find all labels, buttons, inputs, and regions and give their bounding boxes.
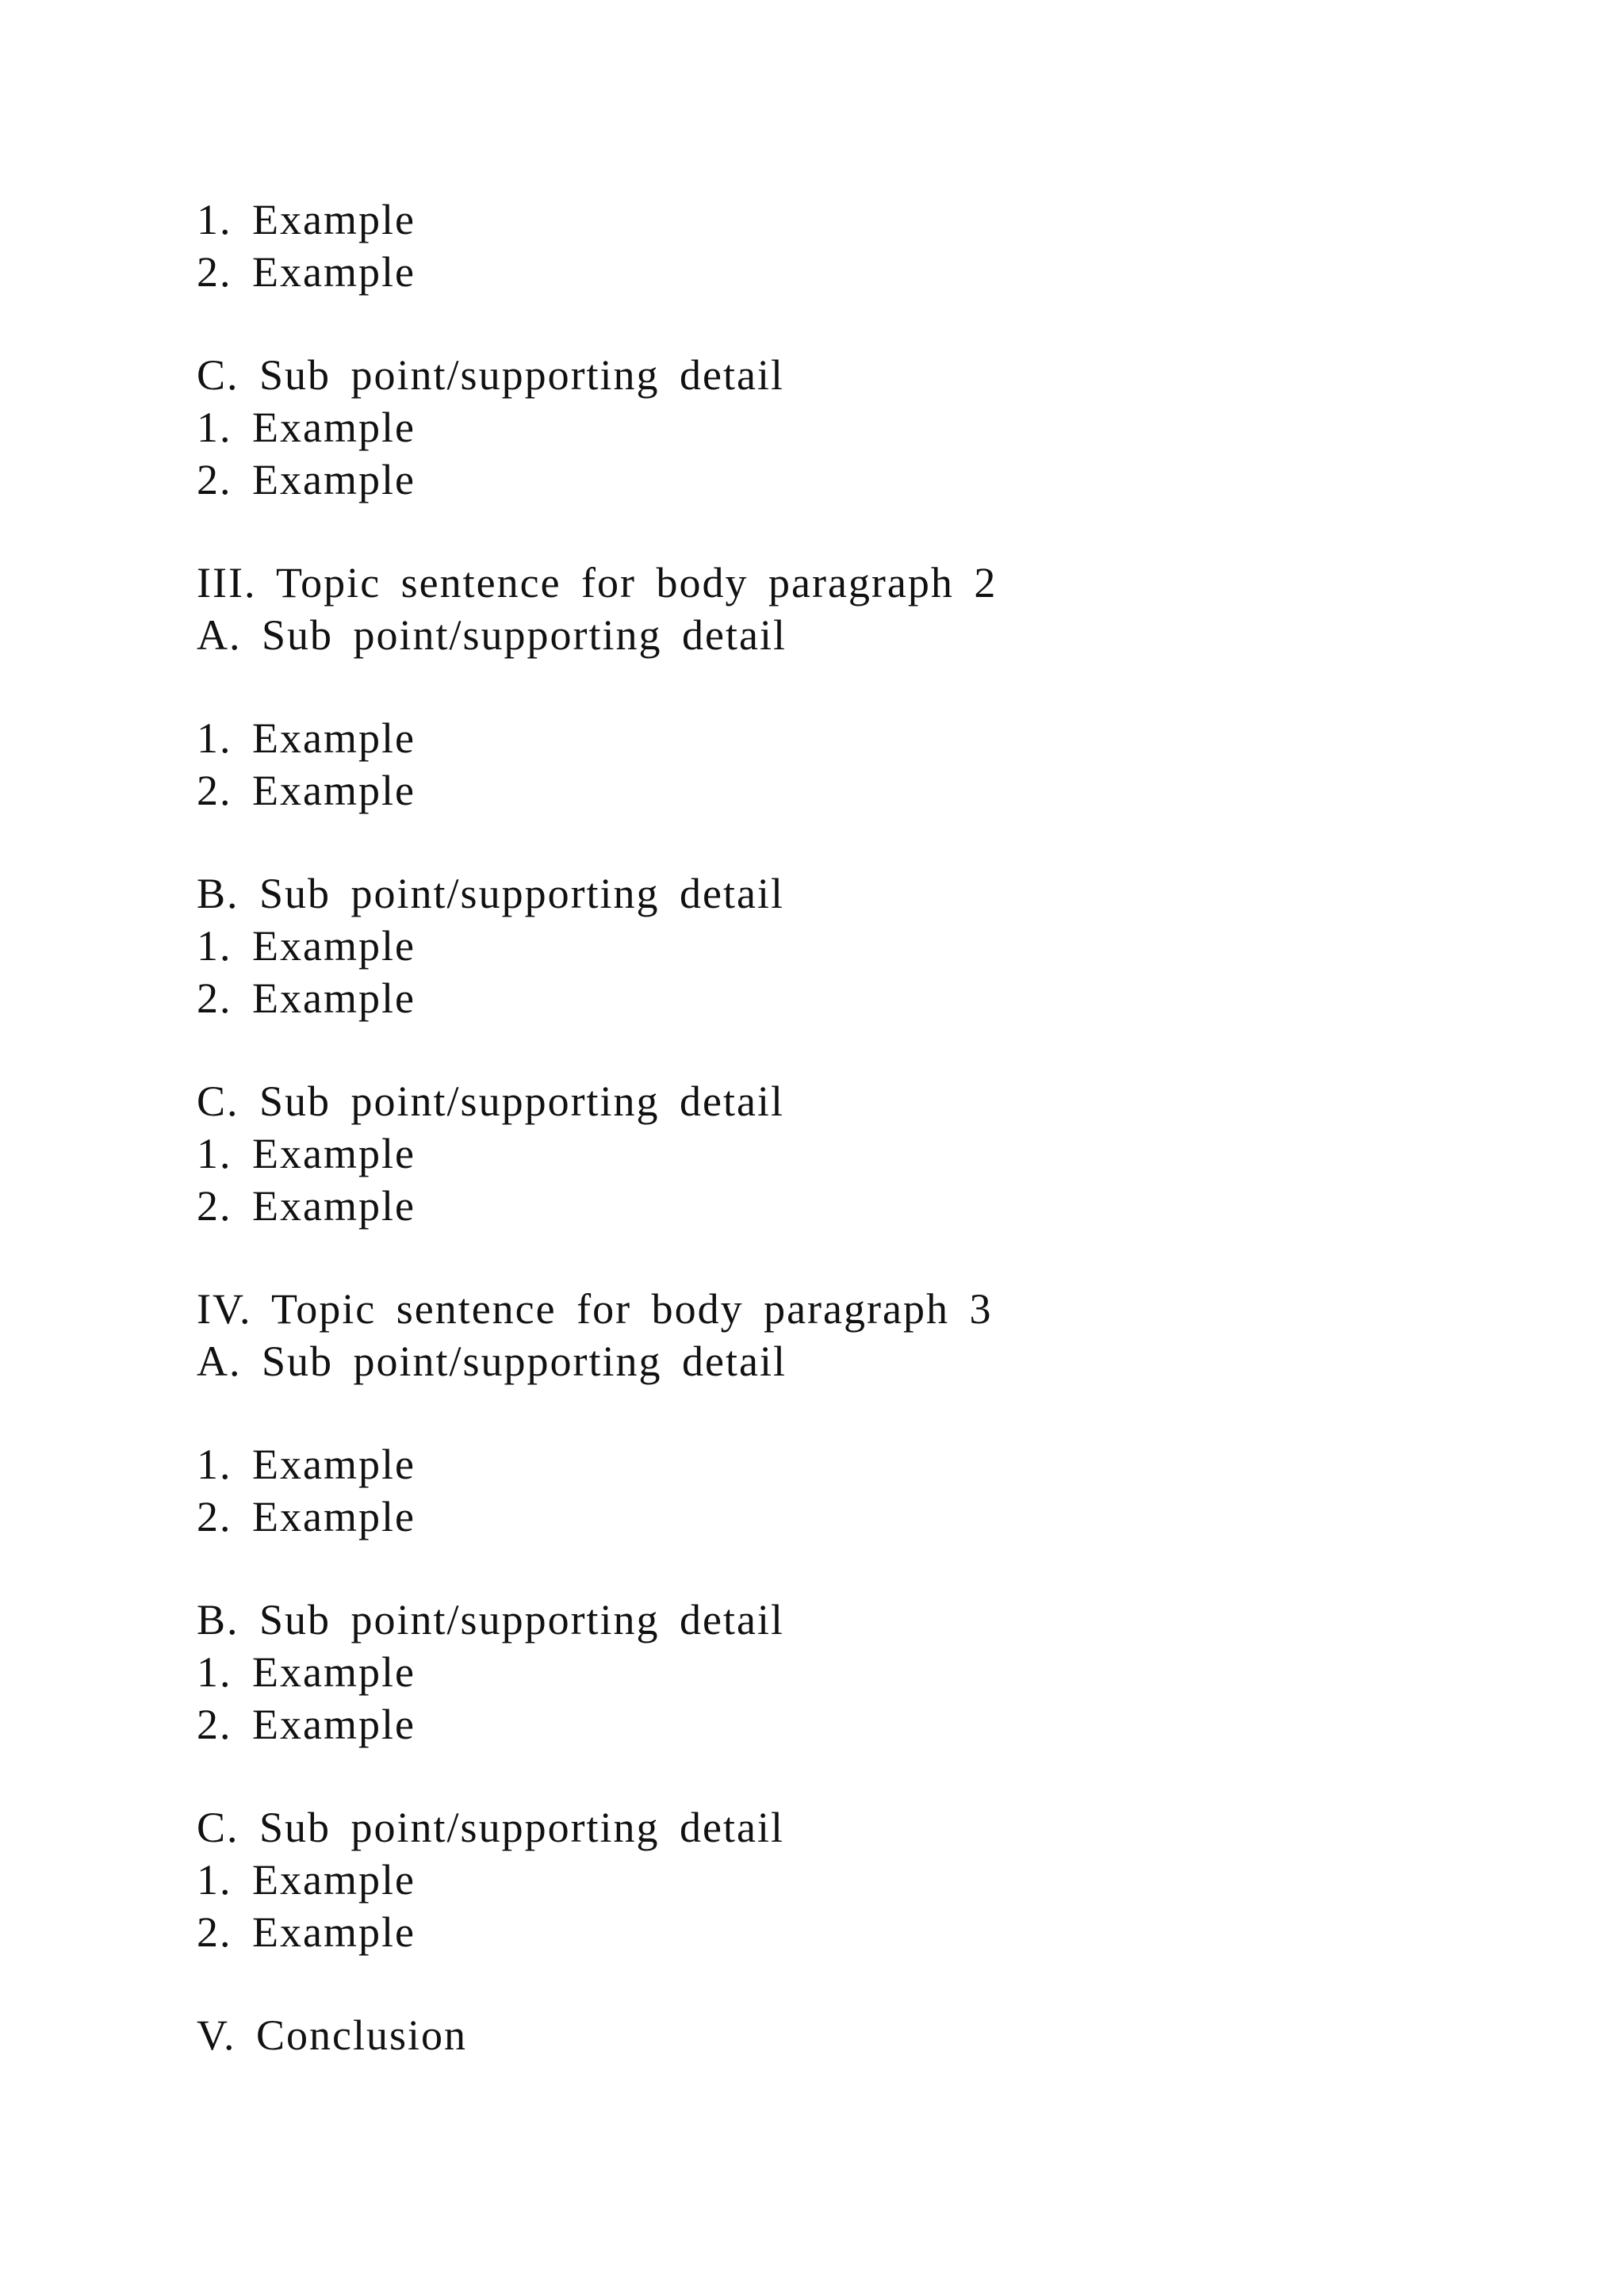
paragraph-gap (197, 817, 1465, 867)
outline-line: 1. Example (197, 1648, 416, 1696)
outline-line: 2. Example (197, 456, 416, 503)
outline-line: 2. Example (197, 1701, 416, 1748)
outline-line: 1. Example (197, 1130, 416, 1177)
paragraph-gap (197, 1387, 1465, 1438)
outline-line: A. Sub point/supporting detail (197, 611, 787, 659)
paragraph-gap (197, 1543, 1465, 1594)
outline-line: 2. Example (197, 1908, 416, 1956)
paragraph-gap (197, 661, 1465, 712)
paragraph-gap (197, 1232, 1465, 1283)
paragraph-gap (197, 1024, 1465, 1075)
outline-line: 2. Example (197, 974, 416, 1022)
outline-line: B. Sub point/supporting detail (197, 1596, 785, 1644)
outline-line: 1. Example (197, 1856, 416, 1904)
outline-line: 2. Example (197, 1493, 416, 1540)
outline-line: B. Sub point/supporting detail (197, 870, 785, 917)
outline-line: V. Conclusion (197, 2011, 468, 2059)
paragraph-gap (197, 506, 1465, 557)
outline-line: 1. Example (197, 1441, 416, 1488)
outline-line: A. Sub point/supporting detail (197, 1337, 787, 1385)
outline-line: 1. Example (197, 922, 416, 970)
outline-line: 2. Example (197, 248, 416, 296)
outline-line: 1. Example (197, 196, 416, 243)
outline-line: 1. Example (197, 714, 416, 762)
outline-line: 2. Example (197, 1182, 416, 1230)
outline-line: C. Sub point/supporting detail (197, 351, 785, 399)
outline-line: 2. Example (197, 767, 416, 814)
paragraph-gap (197, 1958, 1465, 2009)
outline-line: C. Sub point/supporting detail (197, 1077, 785, 1125)
paragraph-gap (197, 1751, 1465, 1801)
essay-outline (197, 193, 1465, 2061)
outline-line: IV. Topic sentence for body paragraph 3 (197, 1285, 993, 1333)
outline-line: C. Sub point/supporting detail (197, 1804, 785, 1851)
outline-line: 1. Example (197, 404, 416, 451)
paragraph-gap (197, 298, 1465, 349)
outline-line: III. Topic sentence for body paragraph 2 (197, 559, 998, 607)
